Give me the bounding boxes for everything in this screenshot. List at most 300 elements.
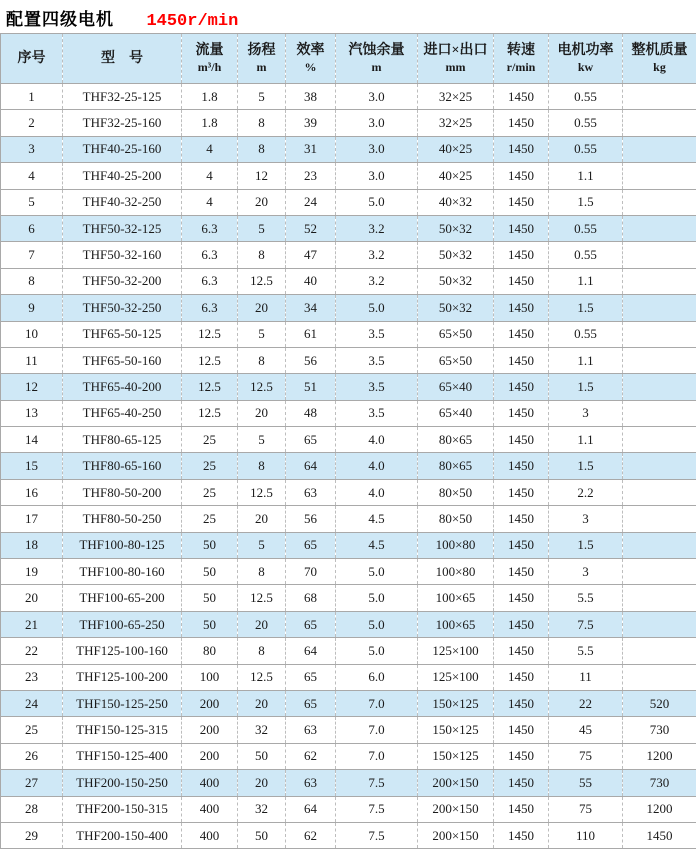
table-cell: 0.55 xyxy=(549,242,623,268)
table-cell: 7.0 xyxy=(336,717,418,743)
table-cell: 1450 xyxy=(494,189,549,215)
table-cell xyxy=(623,559,696,585)
table-cell: 3.2 xyxy=(336,268,418,294)
table-cell: 65×50 xyxy=(418,347,494,373)
table-cell: 5.5 xyxy=(549,585,623,611)
table-row xyxy=(1,770,696,796)
table-cell: 5 xyxy=(238,84,286,110)
table-cell: 5 xyxy=(238,427,286,453)
table-row xyxy=(1,453,696,479)
table-cell: 1450 xyxy=(494,321,549,347)
table-cell: 40×32 xyxy=(418,189,494,215)
table-cell: 10 xyxy=(1,321,63,347)
table-cell: 1450 xyxy=(494,822,549,848)
table-cell: 7.0 xyxy=(336,690,418,716)
table-cell: 1.1 xyxy=(549,268,623,294)
table-cell xyxy=(623,295,696,321)
table-cell xyxy=(623,347,696,373)
table-cell: 38 xyxy=(286,84,336,110)
table-cell: 3.2 xyxy=(336,215,418,241)
table-cell: 6.0 xyxy=(336,664,418,690)
table-cell: THF100-80-125 xyxy=(63,532,182,558)
table-cell: 64 xyxy=(286,796,336,822)
table-cell: 5 xyxy=(238,215,286,241)
table-cell: 34 xyxy=(286,295,336,321)
table-cell: THF100-65-250 xyxy=(63,611,182,637)
table-cell: THF50-32-160 xyxy=(63,242,182,268)
table-cell: 1.5 xyxy=(549,374,623,400)
column-header-label: 序号 xyxy=(1,50,62,68)
column-header-1 xyxy=(63,34,182,84)
table-row xyxy=(1,136,696,162)
table-cell: 1450 xyxy=(494,638,549,664)
table-cell: 12.5 xyxy=(182,321,238,347)
table-row xyxy=(1,559,696,585)
table-cell: 0.55 xyxy=(549,84,623,110)
table-cell: 5.0 xyxy=(336,611,418,637)
table-cell: 75 xyxy=(549,796,623,822)
column-header-label: 汽蚀余量 xyxy=(336,42,417,60)
table-cell: 1450 xyxy=(494,374,549,400)
table-cell: 1450 xyxy=(494,611,549,637)
column-header-7 xyxy=(494,34,549,84)
table-cell: 12.5 xyxy=(182,374,238,400)
table-cell: 730 xyxy=(623,770,696,796)
table-cell: 8 xyxy=(238,242,286,268)
table-cell: 62 xyxy=(286,822,336,848)
table-cell: THF100-65-200 xyxy=(63,585,182,611)
table-cell: 7.0 xyxy=(336,743,418,769)
table-cell: 32 xyxy=(238,796,286,822)
table-cell: 1450 xyxy=(494,110,549,136)
table-cell: 200 xyxy=(182,743,238,769)
table-cell: 1450 xyxy=(494,136,549,162)
table-row xyxy=(1,215,696,241)
table-cell: 40 xyxy=(286,268,336,294)
table-cell: THF200-150-315 xyxy=(63,796,182,822)
table-row xyxy=(1,638,696,664)
table-cell: THF150-125-315 xyxy=(63,717,182,743)
table-cell: THF80-65-160 xyxy=(63,453,182,479)
table-cell: 28 xyxy=(1,796,63,822)
table-cell: 1450 xyxy=(494,400,549,426)
table-cell: 15 xyxy=(1,453,63,479)
table-cell: 8 xyxy=(238,136,286,162)
table-cell: 12.5 xyxy=(238,664,286,690)
table-cell: 7.5 xyxy=(336,770,418,796)
table-cell: 1450 xyxy=(494,347,549,373)
table-cell: 1450 xyxy=(494,717,549,743)
column-header-unit: kw xyxy=(549,60,622,75)
column-header-6 xyxy=(418,34,494,84)
table-cell: 3.5 xyxy=(336,400,418,426)
column-header-unit: r/min xyxy=(494,60,548,75)
table-cell: 50×32 xyxy=(418,215,494,241)
table-cell: 1.1 xyxy=(549,163,623,189)
table-cell: 100×80 xyxy=(418,532,494,558)
table-cell: 3 xyxy=(549,506,623,532)
table-cell: 65×50 xyxy=(418,321,494,347)
table-cell: 20 xyxy=(238,400,286,426)
table-cell: THF65-50-160 xyxy=(63,347,182,373)
table-cell: 8 xyxy=(238,347,286,373)
table-cell: 63 xyxy=(286,717,336,743)
table-cell xyxy=(623,321,696,347)
title-speed-value: 1450r/min xyxy=(146,12,238,31)
table-cell: 24 xyxy=(1,690,63,716)
table-body xyxy=(1,84,696,849)
table-row xyxy=(1,400,696,426)
table-row xyxy=(1,242,696,268)
table-cell: 3.5 xyxy=(336,374,418,400)
table-cell: 1200 xyxy=(623,743,696,769)
table-cell xyxy=(623,268,696,294)
table-cell: 3.0 xyxy=(336,163,418,189)
table-cell: 1450 xyxy=(494,770,549,796)
table-cell: 6.3 xyxy=(182,242,238,268)
table-cell: 1450 xyxy=(494,215,549,241)
table-cell: 7.5 xyxy=(336,796,418,822)
table-cell: 0.55 xyxy=(549,110,623,136)
table-cell: 150×125 xyxy=(418,743,494,769)
column-header-label: 转速 xyxy=(494,42,548,60)
table-row xyxy=(1,796,696,822)
table-cell: 200 xyxy=(182,690,238,716)
table-cell: 1450 xyxy=(494,585,549,611)
table-cell: 51 xyxy=(286,374,336,400)
column-header-label: 整机质量 xyxy=(623,42,696,60)
table-cell: 5.0 xyxy=(336,638,418,664)
table-cell: 150×125 xyxy=(418,717,494,743)
table-row xyxy=(1,585,696,611)
table-cell: 5.5 xyxy=(549,638,623,664)
table-cell: 23 xyxy=(286,163,336,189)
column-header-unit: mm xyxy=(418,60,493,75)
table-cell: 12.5 xyxy=(182,400,238,426)
table-cell: 4.5 xyxy=(336,532,418,558)
column-header-4 xyxy=(286,34,336,84)
table-cell: 4.0 xyxy=(336,427,418,453)
table-cell: 200×150 xyxy=(418,796,494,822)
table-cell: 63 xyxy=(286,479,336,505)
table-cell xyxy=(623,163,696,189)
table-cell: 1450 xyxy=(623,822,696,848)
table-cell: 26 xyxy=(1,743,63,769)
table-cell xyxy=(623,374,696,400)
table-cell: 50 xyxy=(182,559,238,585)
table-cell: 12 xyxy=(238,163,286,189)
table-cell: 80×50 xyxy=(418,479,494,505)
table-cell: 65 xyxy=(286,532,336,558)
column-header-unit: m xyxy=(336,60,417,75)
table-cell: 1450 xyxy=(494,479,549,505)
table-cell: 56 xyxy=(286,347,336,373)
table-cell xyxy=(623,242,696,268)
table-cell: 80×50 xyxy=(418,506,494,532)
table-cell: THF50-32-125 xyxy=(63,215,182,241)
table-cell: 5.0 xyxy=(336,189,418,215)
table-cell: 0.55 xyxy=(549,215,623,241)
table-cell: 68 xyxy=(286,585,336,611)
table-cell: 20 xyxy=(1,585,63,611)
table-cell: 3.5 xyxy=(336,347,418,373)
table-cell: 80×65 xyxy=(418,453,494,479)
table-cell: 2.2 xyxy=(549,479,623,505)
table-cell: 8 xyxy=(238,559,286,585)
table-row xyxy=(1,295,696,321)
table-cell: 20 xyxy=(238,770,286,796)
table-cell: 19 xyxy=(1,559,63,585)
table-cell: 32×25 xyxy=(418,110,494,136)
table-header-row xyxy=(1,34,696,84)
table-cell: 9 xyxy=(1,295,63,321)
table-row xyxy=(1,822,696,848)
table-cell: THF40-32-250 xyxy=(63,189,182,215)
table-cell: THF125-100-160 xyxy=(63,638,182,664)
table-row xyxy=(1,506,696,532)
table-cell: 1 xyxy=(1,84,63,110)
column-header-8 xyxy=(549,34,623,84)
table-cell: 25 xyxy=(182,453,238,479)
table-cell: 1.5 xyxy=(549,532,623,558)
table-cell: 12.5 xyxy=(238,585,286,611)
table-cell: 12.5 xyxy=(182,347,238,373)
table-cell: 3.0 xyxy=(336,84,418,110)
table-cell: 730 xyxy=(623,717,696,743)
table-cell: 32×25 xyxy=(418,84,494,110)
table-cell: 65×40 xyxy=(418,374,494,400)
table-cell: 6.3 xyxy=(182,268,238,294)
table-cell: 8 xyxy=(238,110,286,136)
page-title xyxy=(0,0,696,33)
table-cell: THF50-32-200 xyxy=(63,268,182,294)
table-cell: 25 xyxy=(182,479,238,505)
table-row xyxy=(1,664,696,690)
table-cell: 4 xyxy=(1,163,63,189)
table-row xyxy=(1,427,696,453)
table-cell xyxy=(623,189,696,215)
table-cell xyxy=(623,638,696,664)
table-cell: 50×32 xyxy=(418,242,494,268)
table-cell: 0.55 xyxy=(549,321,623,347)
table-row xyxy=(1,374,696,400)
table-cell: 100×65 xyxy=(418,585,494,611)
table-cell xyxy=(623,453,696,479)
table-cell: 64 xyxy=(286,453,336,479)
table-cell: THF65-40-250 xyxy=(63,400,182,426)
table-cell: 50 xyxy=(182,532,238,558)
table-cell: 1.8 xyxy=(182,110,238,136)
column-header-unit: % xyxy=(286,60,335,75)
table-cell xyxy=(623,215,696,241)
table-cell: 29 xyxy=(1,822,63,848)
table-cell: THF32-25-125 xyxy=(63,84,182,110)
table-cell: 13 xyxy=(1,400,63,426)
table-cell: 5.0 xyxy=(336,559,418,585)
table-row xyxy=(1,163,696,189)
table-cell: 20 xyxy=(238,506,286,532)
table-cell xyxy=(623,585,696,611)
table-cell: 6.3 xyxy=(182,295,238,321)
table-cell xyxy=(623,479,696,505)
table-cell: 1200 xyxy=(623,796,696,822)
table-cell: 3.2 xyxy=(336,242,418,268)
table-cell: 20 xyxy=(238,611,286,637)
table-cell: THF65-50-125 xyxy=(63,321,182,347)
table-row xyxy=(1,268,696,294)
table-cell: 1.1 xyxy=(549,347,623,373)
table-cell: 27 xyxy=(1,770,63,796)
table-cell: 50 xyxy=(182,585,238,611)
column-header-label: 流量 xyxy=(182,42,237,60)
table-cell: 3 xyxy=(549,559,623,585)
table-cell xyxy=(623,400,696,426)
column-header-5 xyxy=(336,34,418,84)
table-cell: THF150-125-400 xyxy=(63,743,182,769)
table-cell: 200×150 xyxy=(418,822,494,848)
table-cell xyxy=(623,664,696,690)
table-cell: 1450 xyxy=(494,743,549,769)
table-cell: THF65-40-200 xyxy=(63,374,182,400)
pump-spec-table xyxy=(0,33,696,849)
table-cell: 20 xyxy=(238,189,286,215)
table-cell: 22 xyxy=(1,638,63,664)
table-cell: THF200-150-400 xyxy=(63,822,182,848)
table-cell: 3 xyxy=(549,400,623,426)
table-header xyxy=(1,34,696,84)
column-header-3 xyxy=(238,34,286,84)
table-cell: 20 xyxy=(238,690,286,716)
table-cell: 125×100 xyxy=(418,638,494,664)
table-cell: 4.0 xyxy=(336,479,418,505)
table-cell: 1450 xyxy=(494,163,549,189)
table-cell: 52 xyxy=(286,215,336,241)
table-cell: THF32-25-160 xyxy=(63,110,182,136)
table-cell: 8 xyxy=(1,268,63,294)
table-cell: 64 xyxy=(286,638,336,664)
column-header-9 xyxy=(623,34,696,84)
table-cell: 40×25 xyxy=(418,136,494,162)
table-cell: 5 xyxy=(1,189,63,215)
column-header-0 xyxy=(1,34,63,84)
table-cell: 1.1 xyxy=(549,427,623,453)
table-cell: 3.5 xyxy=(336,321,418,347)
table-cell: 1450 xyxy=(494,664,549,690)
table-cell xyxy=(623,136,696,162)
table-cell: 16 xyxy=(1,479,63,505)
table-cell: 65×40 xyxy=(418,400,494,426)
column-header-label: 电机功率 xyxy=(549,42,622,60)
table-cell: 100×80 xyxy=(418,559,494,585)
table-row xyxy=(1,189,696,215)
table-cell: THF50-32-250 xyxy=(63,295,182,321)
table-cell: 50 xyxy=(182,611,238,637)
table-cell: 21 xyxy=(1,611,63,637)
table-cell: 150×125 xyxy=(418,690,494,716)
table-row xyxy=(1,717,696,743)
table-cell: 80×65 xyxy=(418,427,494,453)
table-cell: THF125-100-200 xyxy=(63,664,182,690)
column-header-label: 型 号 xyxy=(63,50,181,68)
table-cell: 65 xyxy=(286,611,336,637)
table-cell: 1450 xyxy=(494,427,549,453)
table-cell: 55 xyxy=(549,770,623,796)
table-cell: 1450 xyxy=(494,796,549,822)
column-header-label: 效率 xyxy=(286,42,335,60)
table-cell: 4.5 xyxy=(336,506,418,532)
table-cell: 25 xyxy=(182,506,238,532)
table-cell: 18 xyxy=(1,532,63,558)
table-cell: 4.0 xyxy=(336,453,418,479)
table-cell: 50 xyxy=(238,743,286,769)
table-row xyxy=(1,690,696,716)
table-cell: 1.5 xyxy=(549,189,623,215)
table-cell: 61 xyxy=(286,321,336,347)
table-cell: 62 xyxy=(286,743,336,769)
table-cell xyxy=(623,506,696,532)
table-cell: 3.0 xyxy=(336,136,418,162)
table-cell: 12.5 xyxy=(238,479,286,505)
column-header-unit: m³/h xyxy=(182,60,237,75)
table-cell: 23 xyxy=(1,664,63,690)
table-cell: 1450 xyxy=(494,532,549,558)
table-row xyxy=(1,321,696,347)
table-cell: 22 xyxy=(549,690,623,716)
column-header-2 xyxy=(182,34,238,84)
table-cell: 47 xyxy=(286,242,336,268)
table-cell xyxy=(623,427,696,453)
table-cell: 70 xyxy=(286,559,336,585)
table-cell xyxy=(623,532,696,558)
table-cell: 65 xyxy=(286,690,336,716)
table-cell: 11 xyxy=(1,347,63,373)
table-cell: 50×32 xyxy=(418,295,494,321)
table-cell: 520 xyxy=(623,690,696,716)
table-row xyxy=(1,743,696,769)
table-cell: 1450 xyxy=(494,295,549,321)
table-cell: 100×65 xyxy=(418,611,494,637)
table-cell: 25 xyxy=(182,427,238,453)
table-cell: 1450 xyxy=(494,559,549,585)
table-cell: 1450 xyxy=(494,690,549,716)
column-header-unit: kg xyxy=(623,60,696,75)
table-row xyxy=(1,532,696,558)
table-cell: 0.55 xyxy=(549,136,623,162)
table-row xyxy=(1,347,696,373)
table-cell: 5.0 xyxy=(336,295,418,321)
table-cell: 31 xyxy=(286,136,336,162)
table-cell: THF100-80-160 xyxy=(63,559,182,585)
table-cell: 75 xyxy=(549,743,623,769)
table-cell: 7.5 xyxy=(549,611,623,637)
table-cell xyxy=(623,84,696,110)
column-header-label: 进口×出口 xyxy=(418,42,493,60)
table-cell: 14 xyxy=(1,427,63,453)
table-cell: 1450 xyxy=(494,84,549,110)
table-cell: 4 xyxy=(182,189,238,215)
table-cell: THF80-50-200 xyxy=(63,479,182,505)
table-cell: 56 xyxy=(286,506,336,532)
table-cell: 32 xyxy=(238,717,286,743)
table-cell: 11 xyxy=(549,664,623,690)
table-cell: THF200-150-250 xyxy=(63,770,182,796)
table-cell: 1.5 xyxy=(549,453,623,479)
table-cell xyxy=(623,611,696,637)
table-cell: 200×150 xyxy=(418,770,494,796)
title-motor-config: 配置四级电机 xyxy=(6,10,114,29)
table-cell xyxy=(623,110,696,136)
table-cell: 1450 xyxy=(494,506,549,532)
